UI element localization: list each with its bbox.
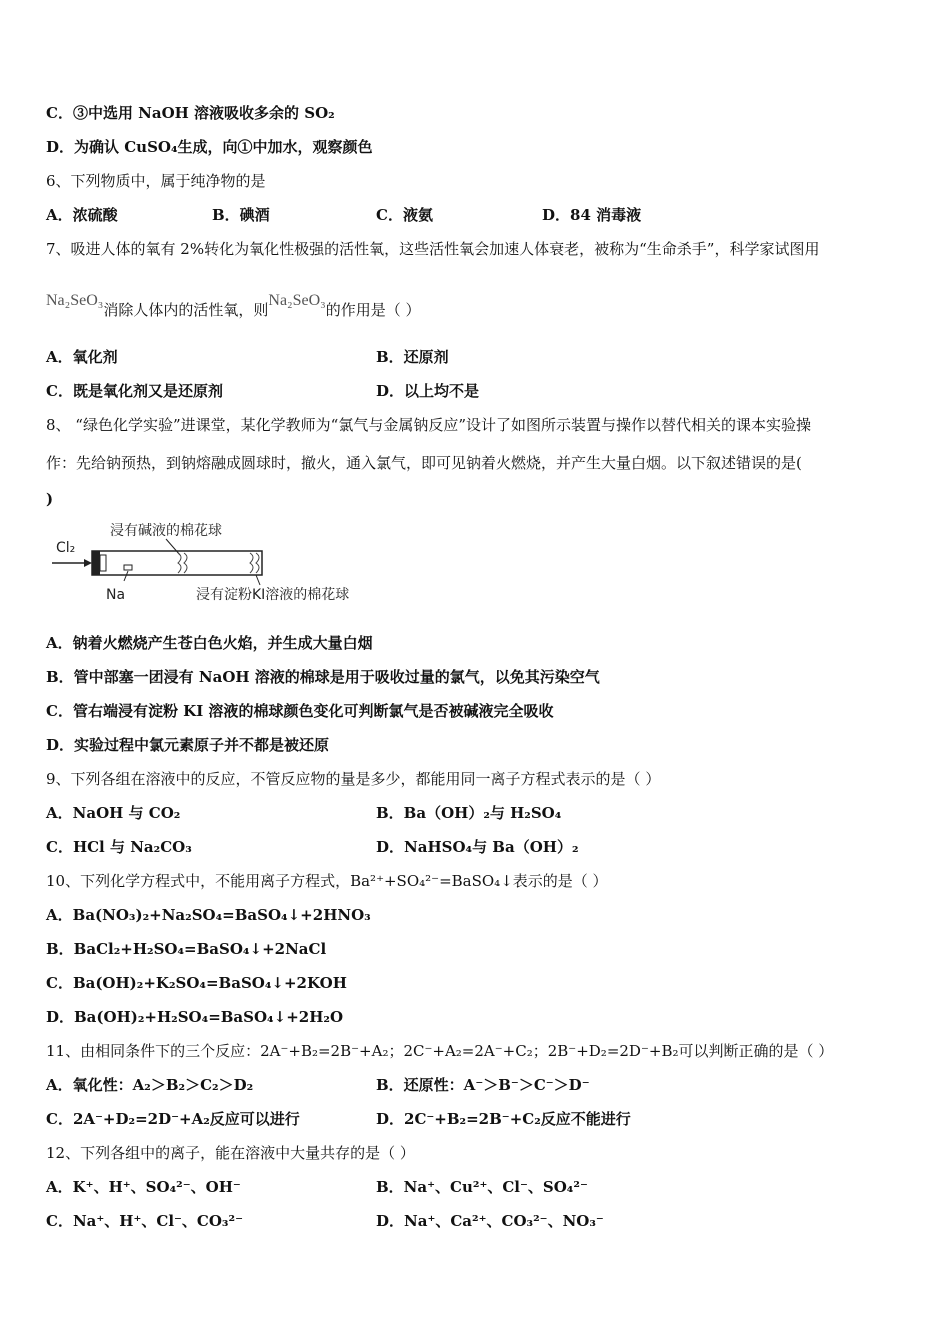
label-cotton-ki: 浸有淀粉KI溶液的棉花球: [196, 587, 350, 603]
label-cl2: Cl₂: [56, 540, 76, 556]
q8-stem-line2: 作：先给钠预热，到钠熔融成圆球时，撤火，通入氯气，即可见钠着火燃烧，并产生大量白烟。以下叙述错误的是(: [46, 454, 802, 472]
q8-option-c: C．管右端浸有淀粉 KI 溶液的棉球颜色变化可判断氯气是否被碱液完全吸收: [46, 702, 554, 720]
cotton-ball-alkali: [178, 553, 181, 573]
q9-option-a: A．NaOH 与 CO₂: [46, 804, 181, 822]
q7-formula-2: Na₂SeO₃: [268, 292, 326, 309]
apparatus-diagram: [48, 515, 378, 610]
gas-inlet-arrowhead: [84, 559, 92, 567]
sodium-piece: [124, 565, 132, 570]
q10-option-a: A．Ba(NO₃)₂+Na₂SO₄=BaSO₄↓+2HNO₃: [46, 906, 371, 924]
cotton-ball-alkali-2: [184, 553, 187, 573]
q7-option-c: C．既是氧化剂又是还原剂: [46, 382, 223, 400]
q12-option-a: A．K⁺、H⁺、SO₄²⁻、OH⁻: [46, 1178, 241, 1196]
q6-option-d: D．84 消毒液: [542, 206, 642, 224]
q9-option-b: B．Ba（OH）₂与 H₂SO₄: [376, 804, 562, 822]
q8-option-d: D．实验过程中氯元素原子并不都是被还原: [46, 736, 330, 754]
pointer-line-top: [166, 539, 180, 555]
q8-stem-line3: ): [46, 490, 54, 508]
q9-option-d: D．NaHSO₄与 Ba（OH）₂: [376, 838, 579, 856]
q7-end-text: 的作用是（ ）: [325, 301, 421, 319]
glass-tube: [92, 551, 262, 575]
q12-option-b: B．Na⁺、Cu²⁺、Cl⁻、SO₄²⁻: [376, 1178, 588, 1196]
q7-option-a: A．氧化剂: [46, 348, 118, 366]
q12-option-d: D．Na⁺、Ca²⁺、CO₃²⁻、NO₃⁻: [376, 1212, 604, 1230]
q7-option-d: D．以上均不是: [376, 382, 480, 400]
q11-option-c: C．2A⁻+D₂=2D⁻+A₂反应可以进行: [46, 1110, 300, 1128]
q10-option-d: D．Ba(OH)₂+H₂SO₄=BaSO₄↓+2H₂O: [46, 1008, 344, 1026]
q11-option-b: B．还原性：A⁻＞B⁻＞C⁻＞D⁻: [376, 1076, 590, 1094]
q7-formula: Na₂SeO₃: [46, 292, 104, 309]
q8-stem-line1: 8、 “绿色化学实验”进课堂，某化学教师为“氯气与金属钠反应”设计了如图所示装置与操作以替代相关的课本实验操: [46, 416, 811, 434]
stopper: [92, 551, 100, 575]
q6-option-a: A．浓硫酸: [46, 206, 118, 224]
q11-option-a: A．氧化性：A₂＞B₂＞C₂＞D₂: [46, 1076, 254, 1094]
q6-option-c: C．液氨: [376, 206, 433, 224]
q12-stem: 12、下列各组中的离子，能在溶液中大量共存的是（ ）: [46, 1144, 415, 1162]
stopper-inner: [100, 555, 106, 571]
q5-option-c: C．③中选用 NaOH 溶液吸收多余的 SO₂: [46, 104, 335, 122]
cotton-ball-ki-2: [256, 553, 259, 573]
q8-option-b: B．管中部塞一团浸有 NaOH 溶液的棉球是用于吸收过量的氯气，以免其污染空气: [46, 668, 600, 686]
q9-option-c: C．HCl 与 Na₂CO₃: [46, 838, 192, 856]
q7-stem-line2: [46, 290, 421, 319]
q6-option-b: B．碘酒: [212, 206, 270, 224]
q10-option-c: C．Ba(OH)₂+K₂SO₄=BaSO₄↓+2KOH: [46, 974, 347, 992]
pointer-line-bottom: [256, 575, 260, 585]
q6-stem: 6、下列物质中，属于纯净物的是: [46, 172, 266, 190]
q7-option-b: B．还原剂: [376, 348, 449, 366]
label-cotton-alkali: 浸有碱液的棉花球: [110, 523, 222, 539]
pointer-line-na: [124, 571, 128, 581]
q11-option-d: D．2C⁻+B₂=2B⁻+C₂反应不能进行: [376, 1110, 631, 1128]
q11-stem: 11、由相同条件下的三个反应：2A⁻+B₂=2B⁻+A₂；2C⁻+A₂=2A⁻+C₂；2B⁻+D₂=2D⁻+B₂可以判断正确的是（ ）: [46, 1042, 834, 1060]
q7-mid-text: 消除人体内的活性氧，则: [103, 301, 269, 319]
q5-option-d: D．为确认 CuSO₄生成，向①中加水，观察颜色: [46, 138, 373, 156]
q9-stem: 9、下列各组在溶液中的反应，不管反应物的量是多少，都能用同一离子方程式表示的是（ ）: [46, 770, 661, 788]
q12-option-c: C．Na⁺、H⁺、Cl⁻、CO₃²⁻: [46, 1212, 243, 1230]
q8-option-a: A．钠着火燃烧产生苍白色火焰，并生成大量白烟: [46, 634, 373, 652]
q7-stem: 7、吸进人体的氧有 2%转化为氧化性极强的活性氧，这些活性氧会加速人体衰老，被称为“生命杀手”，科学家试图用: [46, 240, 820, 258]
q10-stem: 10、下列化学方程式中，不能用离子方程式，Ba²⁺+SO₄²⁻=BaSO₄↓表示的是（ ）: [46, 872, 608, 890]
label-na: Na: [106, 587, 126, 603]
cotton-ball-ki: [250, 553, 253, 573]
q10-option-b: B．BaCl₂+H₂SO₄=BaSO₄↓+2NaCl: [46, 940, 327, 958]
